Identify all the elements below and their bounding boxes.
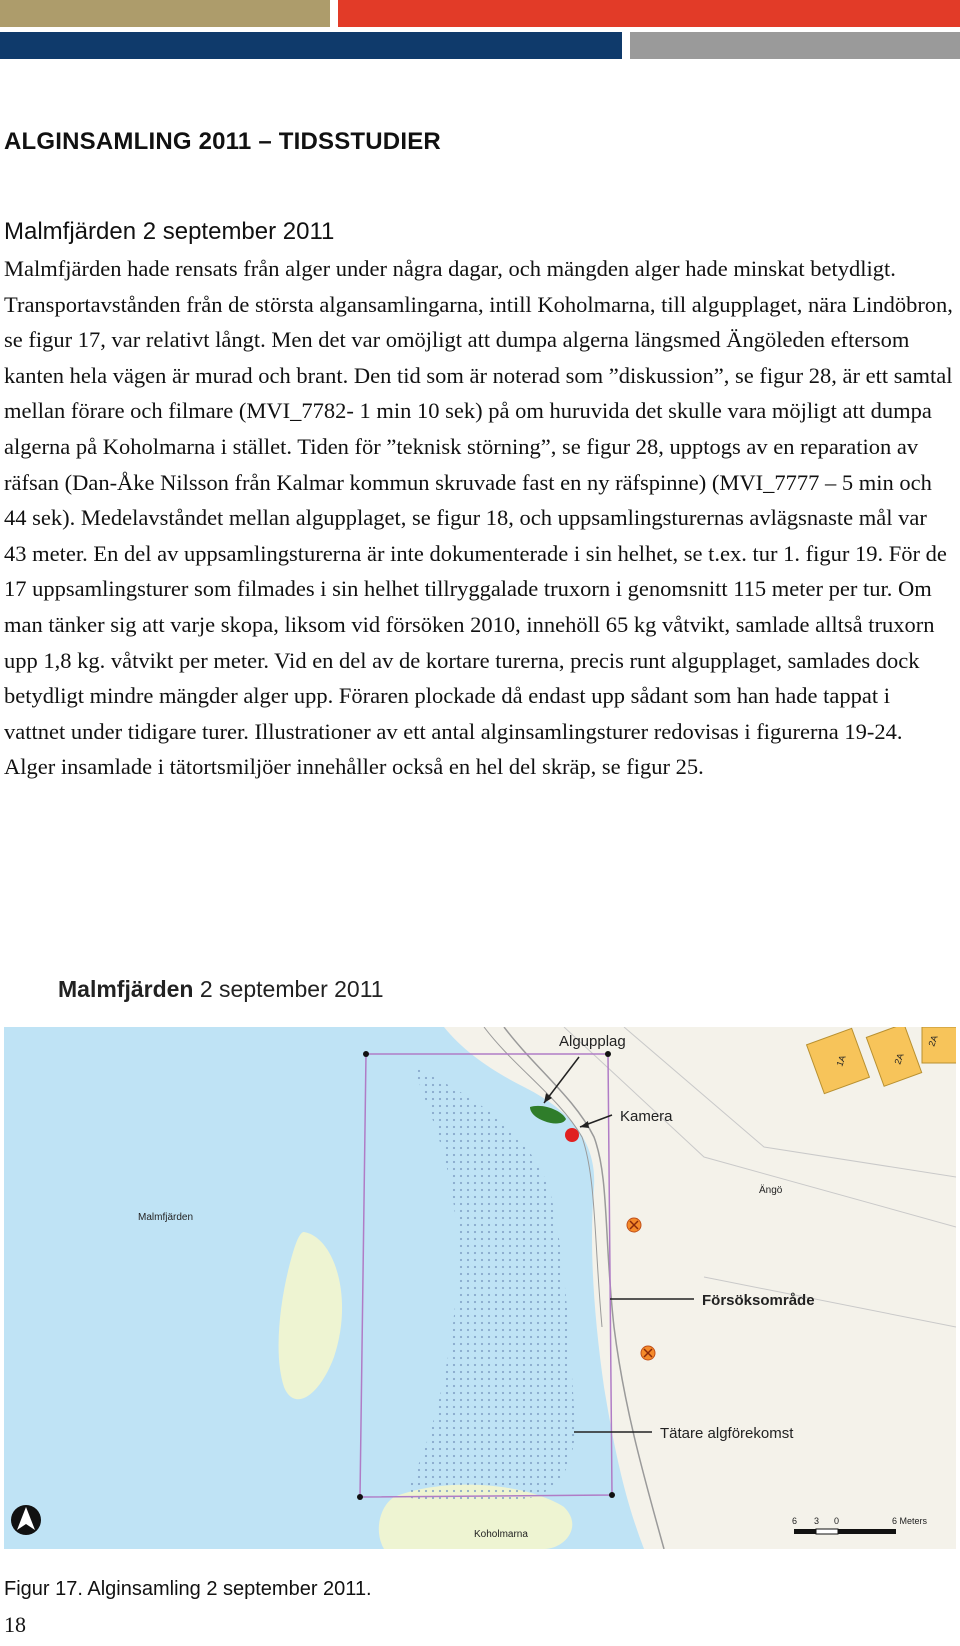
road-label-1: 1A (834, 1053, 848, 1068)
label-algupplag: Algupplag (559, 1033, 626, 1050)
figure-title-place: Malmfjärden (58, 976, 194, 1002)
scale-label-meters: 6 Meters (892, 1516, 928, 1526)
map-figure (4, 1027, 956, 1549)
scale-label-3: 3 (814, 1516, 820, 1526)
boundary-corner-se (609, 1492, 615, 1498)
marker-orange-2 (641, 1346, 655, 1360)
label-kamera: Kamera (620, 1108, 673, 1125)
header-band-navy (0, 32, 622, 59)
boundary-corner-nw (363, 1051, 369, 1057)
kamera-marker (565, 1128, 579, 1142)
label-forsoksomrade: Försöksområde (702, 1292, 815, 1309)
figure-caption: Figur 17. Alginsamling 2 september 2011. (4, 1578, 372, 1600)
label-malmfjarden: Malmfjärden (138, 1212, 194, 1223)
label-koholmarna: Koholmarna (474, 1529, 528, 1540)
body-paragraph: Malmfjärden hade rensats från alger under några dagar, och mängden alger hade minskat betydligt. Transportavstånden från de största algansamlingarna, intill Koholmarna, till algupplaget, nära Lindöbron, se figur 17, var relativt långt. Men det var omöjligt att dumpa algerna längsmed Ängöleden eftersom kanten hela vägen är murad och brant. Den tid som är noterad som ”diskussion”, se figur 28, är ett samtal mellan förare och filmare (MVI_7782- 1 min 10 sek) på om huruvida det skulle vara möjligt att dumpa algerna på Koholmarna i stället. Tiden för ”teknisk störning”, se figur 28, upptogs av en reparation av räfsan (Dan-Åke Nilsson från Kalmar kommun skruvade fast en ny räfspinne) (MVI_7777 – 5 min och 44 sek). Medelavståndet mellan algupplaget, se figur 18, och uppsamlingsturernas avlägsnaste mål var 43 meter. En del av uppsamlingsturerna är inte dokumenterade i sin helhet, se t.ex. tur 1. figur 19. För de 17 uppsamlingsturer som filmades i sin helhet tillryggalade truxorn i genomsnitt 115 meter per tur. Om man tänker sig att varje skopa, liksom vid försöken 2010, innehöll 65 kg våtvikt, samlade alltså truxorn upp 1,8 kg. våtvikt per meter. Vid en del av de kortare turerna, precis runt algupplaget, samlades dock betydligt mindre mängder alger upp. Föraren plockade då endast upp sådant som han hade tappat i vattnet under tidigare turer. Illustrationer av ett antal alginsamlingsturer redovisas i figurerna 19-24. Alger insamlade i tätortsmiljöer innehåller också en hel del skräp, se figur 25. (4, 256, 953, 780)
header-band-red (338, 0, 960, 27)
boundary-corner-sw (357, 1494, 363, 1500)
boundary-corner-ne (605, 1051, 611, 1057)
road-label-3: 2A (926, 1033, 940, 1048)
label-tatare: Tätare algförekomst (660, 1425, 794, 1442)
north-arrow-icon (11, 1505, 41, 1535)
header-band-grey (630, 32, 960, 59)
road-label-2: 2A (892, 1051, 906, 1066)
page-number: 18 (4, 1612, 26, 1637)
header-band-tan (0, 0, 330, 27)
scale-label-6: 6 (792, 1516, 798, 1526)
marker-orange-1 (627, 1218, 641, 1232)
scale-label-0: 0 (834, 1516, 840, 1526)
figure-title (58, 976, 384, 1003)
label-ango: Ängö (759, 1185, 783, 1196)
section-subheading: Malmfjärden 2 september 2011 (4, 218, 335, 245)
section-heading: ALGINSAMLING 2011 – TIDSSTUDIER (4, 128, 441, 155)
figure-title-date: 2 september 2011 (193, 976, 384, 1002)
